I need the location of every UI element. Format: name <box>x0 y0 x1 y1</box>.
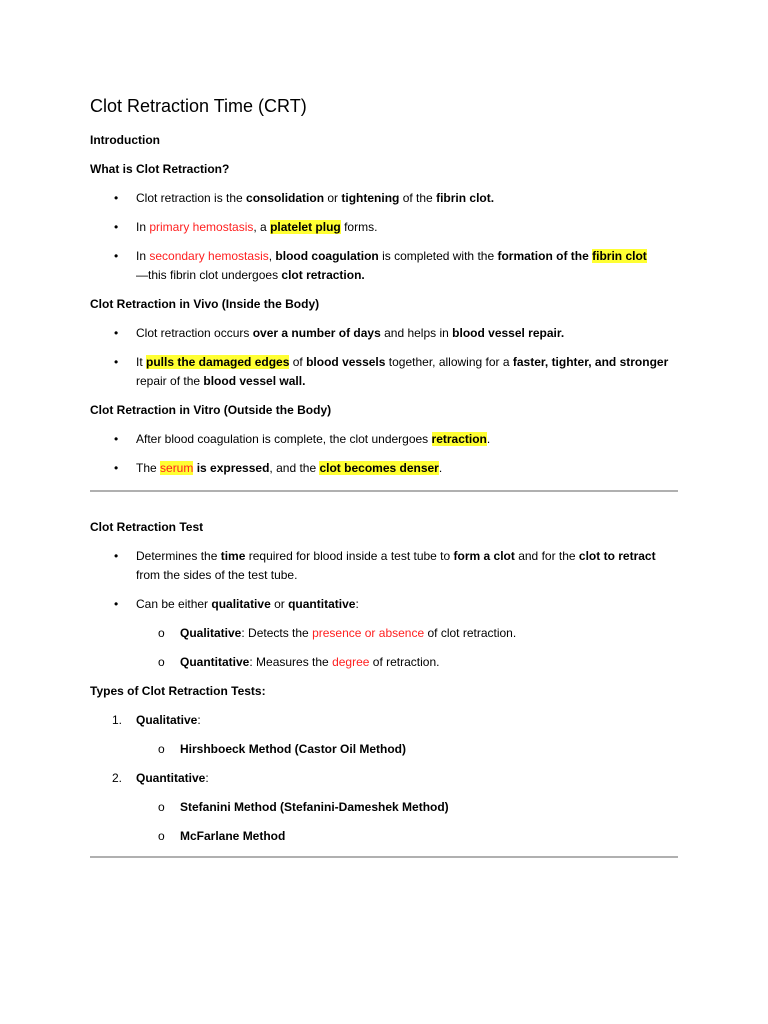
quantitative-methods-list <box>90 798 678 846</box>
section-heading-types: Types of Clot Retraction Tests: <box>90 684 266 698</box>
list-item: 2. Quantitative: o Stefanini Method (Stefanini-Dameshek Method) o McFarlane Method <box>90 769 678 846</box>
sub-list-item: o Quantitative: Measures the degree of retraction. <box>135 653 678 672</box>
sub-list-item: o Stefanini Method (Stefanini-Dameshek Method) <box>135 798 678 817</box>
sub-list-item: o McFarlane Method <box>135 827 678 846</box>
vitro-bullet-list <box>90 430 678 478</box>
types-numbered-list <box>90 711 678 846</box>
test-bullet-list <box>90 547 678 672</box>
section-heading-in-vitro: Clot Retraction in Vitro (Outside the Body) <box>90 403 332 417</box>
list-item: 1. Qualitative: o Hirshboeck Method (Castor Oil Method) <box>90 711 678 759</box>
list-item: • The serum is expressed, and the clot becomes denser. <box>90 459 678 478</box>
qualitative-methods-list <box>90 740 678 759</box>
sub-list-item: o Qualitative: Detects the presence or absence of clot retraction. <box>135 624 678 643</box>
list-item: • In secondary hemostasis, blood coagulation is completed with the formation of the fibrin clot —this fibrin clot undergoes clot retraction. <box>90 247 678 285</box>
intro-bullet-list <box>90 189 678 285</box>
list-item: • Clot retraction is the consolidation or tightening of the fibrin clot. <box>90 189 678 208</box>
horizontal-divider <box>90 490 678 492</box>
document-page <box>90 94 678 884</box>
list-item: • In primary hemostasis, a platelet plug forms. <box>90 218 678 237</box>
section-heading-introduction: Introduction <box>90 133 160 147</box>
section-heading-clot-retraction-test: Clot Retraction Test <box>90 520 204 534</box>
horizontal-divider <box>90 856 678 858</box>
list-item: • Clot retraction occurs over a number of days and helps in blood vessel repair. <box>90 324 678 343</box>
sub-list-item: o Hirshboeck Method (Castor Oil Method) <box>135 740 678 759</box>
list-item: • Determines the time required for blood inside a test tube to form a clot and for the clot to retract from the sides of the test tube. <box>90 547 678 585</box>
list-item: • Can be either qualitative or quantitative: o Qualitative: Detects the presence or absence of clot retraction. o Quantitative: Measures the degree of retraction. <box>90 595 678 672</box>
vivo-bullet-list <box>90 324 678 391</box>
section-heading-in-vivo: Clot Retraction in Vivo (Inside the Body) <box>90 297 320 311</box>
subheading-what-is-clot-retraction: What is Clot Retraction? <box>90 162 230 176</box>
list-item: • It pulls the damaged edges of blood vessels together, allowing for a faster, tighter, and stronger repair of the blood vessel wall. <box>90 353 678 391</box>
list-item: • After blood coagulation is complete, the clot undergoes retraction. <box>90 430 678 449</box>
page-title: Clot Retraction Time (CRT) <box>90 96 307 116</box>
test-sub-list <box>90 624 678 672</box>
